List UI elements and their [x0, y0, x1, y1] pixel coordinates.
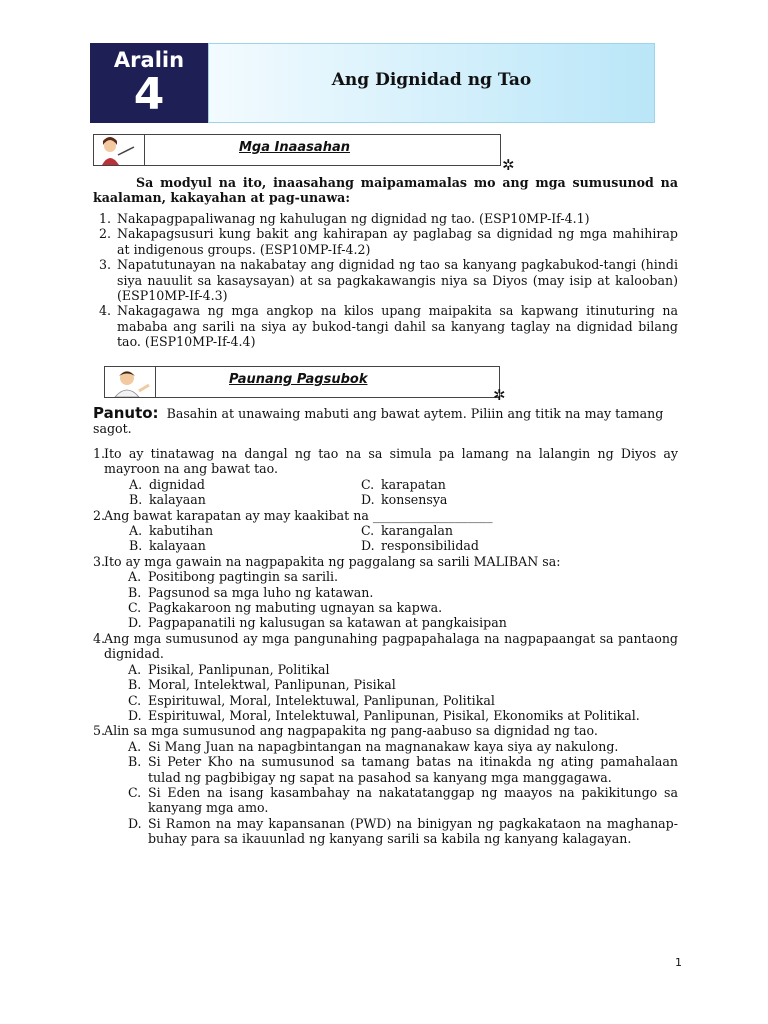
- question-item: [93, 631, 678, 662]
- option-letter: A.: [128, 661, 142, 677]
- option: [128, 785, 678, 816]
- option-letter: C.: [361, 523, 375, 539]
- option: [128, 600, 678, 615]
- option-grid: [129, 477, 678, 508]
- option-list: [128, 739, 678, 847]
- lesson-title: Ang Dignidad ng Tao: [331, 70, 532, 90]
- lesson-number-box: [90, 43, 208, 123]
- option-grid: [129, 523, 678, 554]
- objective-text: Nakagagawa ng mga angkop na kilos upang maipakita sa kapwang itinuturing na mababa ang sarili na siya ay bukod-tangi dahil sa kanyang taglay na dignidad bilang tao. (ESP10MP-If-4.4): [117, 303, 678, 350]
- pretest-title: Paunang Pagsubok: [229, 372, 368, 387]
- teacher-avatar-icon: [93, 134, 145, 166]
- option-list: [128, 662, 678, 724]
- option-letter: B.: [129, 538, 143, 554]
- option-text: Si Peter Kho na sumusunod sa tamang batas na itinakda ng ating pamahalaan tulad ng pagbibigay ng sapat na pasahod sa kanyang mga manggagawa.: [148, 754, 678, 785]
- option: [128, 708, 678, 723]
- option-text: Espirituwal, Moral, Intelektuwal, Panlipunan, Pisikal, Ekonomiks at Politikal.: [148, 707, 640, 723]
- objective-number: 3.: [99, 257, 112, 273]
- question-list: [93, 446, 678, 847]
- question-text: Ang mga sumusunod ay mga pangunahing pagpapahalaga na nagpapaangat sa pantaong dignidad.: [104, 630, 678, 662]
- option-text: kabutihan: [149, 523, 214, 539]
- option-text: Si Mang Juan na napagbintangan na magnanakaw kaya siya ay nakulong.: [148, 738, 619, 754]
- option-letter: A.: [128, 738, 142, 754]
- expectations-heading: [93, 134, 523, 174]
- option-letter: A.: [128, 569, 142, 585]
- option-letter: C.: [128, 692, 142, 708]
- lesson-title-box: [208, 43, 655, 123]
- option: [361, 523, 593, 538]
- option-letter: D.: [361, 492, 375, 508]
- option: [361, 492, 593, 507]
- objective-item: [93, 226, 678, 257]
- option-text: konsensya: [381, 492, 448, 508]
- question-text: Ito ay mga gawain na nagpapakita ng paggalang sa sarili MALIBAN sa:: [104, 553, 561, 569]
- question-item: [93, 723, 678, 738]
- objective-item: [93, 303, 678, 349]
- option-text: Pagsunod sa mga luho ng katawan.: [148, 584, 374, 600]
- option-letter: A.: [129, 523, 143, 539]
- student-avatar-icon: [104, 366, 156, 398]
- lesson-word: Aralin: [113, 48, 185, 72]
- option-letter: D.: [128, 615, 142, 631]
- option-text: Positibong pagtingin sa sarili.: [148, 569, 339, 585]
- option-letter: B.: [128, 677, 142, 693]
- option: [128, 677, 678, 692]
- objective-text: Nakapagpapaliwanag ng kahulugan ng dignidad ng tao. (ESP10MP-If-4.1): [117, 211, 590, 226]
- question-number: 3.: [93, 553, 106, 569]
- question-item: [93, 508, 678, 523]
- option-text: dignidad: [149, 476, 205, 492]
- option: [128, 615, 678, 630]
- option-letter: B.: [129, 492, 143, 508]
- question-number: 2.: [93, 507, 106, 523]
- question-item: [93, 446, 678, 477]
- option-text: Pagpapanatili ng kalusugan sa katawan at pangkaisipan: [148, 615, 507, 631]
- pretest-heading: [104, 366, 516, 404]
- option: [128, 754, 678, 785]
- option-letter: A.: [129, 476, 143, 492]
- expectations-intro: Sa modyul na ito, inaasahang maipamamalas mo ang mga sumusunod na kaalaman, kakayahan at pag-unawa:: [93, 175, 678, 206]
- question-text: Alin sa mga sumusunod ang nagpapakita ng pang-aabuso sa dignidad ng tao.: [104, 723, 598, 739]
- question-text: Ang bawat karapatan ay may kaakibat na ___________________: [104, 507, 493, 523]
- lesson-header: [90, 43, 655, 123]
- question-number: 4.: [93, 630, 106, 646]
- option-text: Si Eden na isang kasambahay na nakatatanggap ng maayos na pakikitungo sa kanyang mga amo.: [148, 784, 678, 816]
- option: [128, 693, 678, 708]
- option-text: Si Ramon na may kapansanan (PWD) na binigyan ng pagkakataon na maghanap-buhay para sa ikauunlad ng kanyang sarili sa kabila ng kanyang kalagayan.: [148, 815, 678, 847]
- option-text: karapatan: [381, 476, 446, 492]
- option-letter: B.: [128, 754, 142, 770]
- objective-number: 4.: [99, 303, 112, 319]
- instructions: [93, 406, 678, 437]
- instructions-text: Basahin at unawaing mabuti ang bawat aytem. Piliin ang titik na may tamang sagot.: [93, 406, 664, 437]
- page-number: 1: [675, 956, 682, 969]
- option-list: [128, 569, 678, 631]
- objective-number: 2.: [99, 226, 112, 242]
- option: [128, 585, 678, 600]
- option-text: Espirituwal, Moral, Intelektuwal, Panlipunan, Politikal: [148, 692, 495, 708]
- option: [361, 538, 593, 553]
- option-text: responsibilidad: [381, 538, 479, 554]
- option: [128, 739, 678, 754]
- objective-text: Napatutunayan na nakabatay ang dignidad ng tao sa kanyang pagkabukod-tangi (hindi siya nauulit sa kasaysayan) at sa pagkakawangis niya sa Diyos (may isip at kalooban) (ESP10MP-If-4.3): [117, 257, 678, 304]
- option: [128, 569, 678, 584]
- option-text: kalayaan: [149, 538, 206, 554]
- option-text: Pagkakaroon ng mabuting ugnayan sa kapwa.: [148, 600, 443, 616]
- objectives-list: [93, 211, 678, 350]
- instructions-label: Panuto:: [93, 404, 159, 422]
- option: [128, 816, 678, 847]
- option: [129, 523, 361, 538]
- question-text: Ito ay tinatawag na dangal ng tao na sa simula pa lamang na lalangin ng Diyos ay mayroon na ang bawat tao.: [104, 446, 678, 477]
- question-number: 1.: [93, 446, 106, 461]
- option-letter: C.: [361, 476, 375, 492]
- option-letter: C.: [128, 784, 142, 800]
- option-letter: C.: [128, 600, 142, 616]
- option-letter: B.: [128, 584, 142, 600]
- objective-text: Nakapagsusuri kung bakit ang kahirapan ay paglabag sa dignidad ng mga mahihirap at indigenous groups. (ESP10MP-If-4.2): [117, 226, 678, 257]
- question-number: 5.: [93, 723, 106, 739]
- gear-icon: ✲: [493, 386, 506, 404]
- option-text: karangalan: [381, 523, 453, 539]
- option-letter: D.: [361, 538, 375, 554]
- option: [128, 662, 678, 677]
- question-item: [93, 554, 678, 569]
- option-letter: D.: [128, 815, 142, 831]
- objective-item: [93, 211, 678, 226]
- option-text: Moral, Intelektwal, Panlipunan, Pisikal: [148, 677, 396, 693]
- option: [361, 477, 593, 492]
- expectations-title: Mga Inaasahan: [239, 140, 350, 155]
- objective-number: 1.: [99, 211, 112, 226]
- option-text: Pisikal, Panlipunan, Politikal: [148, 661, 330, 677]
- lesson-number: 4: [133, 69, 165, 120]
- option: [129, 492, 361, 507]
- objective-item: [93, 257, 678, 303]
- option-text: kalayaan: [149, 492, 206, 508]
- option: [129, 477, 361, 492]
- option: [129, 538, 361, 553]
- gear-icon: ✲: [502, 156, 515, 174]
- option-letter: D.: [128, 707, 142, 723]
